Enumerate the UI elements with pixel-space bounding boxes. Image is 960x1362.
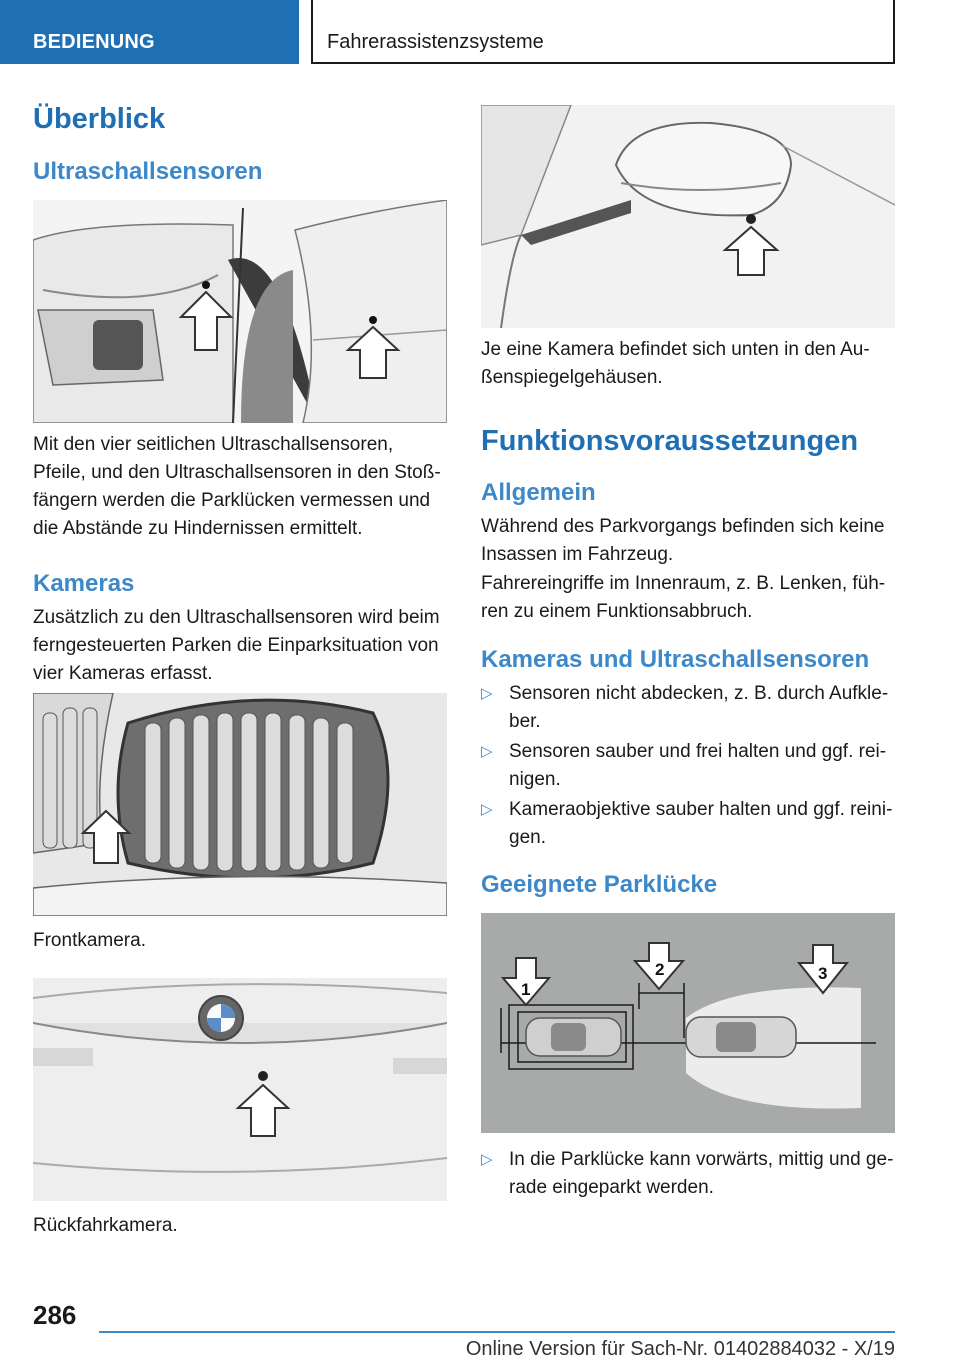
heading-parking-space: Geeignete Parklücke bbox=[481, 871, 718, 898]
rear-camera-figure bbox=[33, 978, 447, 1201]
general-paragraph-2: Fahrereingriffe im Innenraum, z. B. Lenken, füh- ren zu einem Funktionsabbruch. bbox=[481, 573, 886, 622]
topic-title: Fahrerassistenzsysteme bbox=[311, 0, 895, 64]
page-title: Überblick bbox=[33, 103, 166, 135]
ultrasonic-sensors-figure bbox=[33, 200, 447, 423]
cameras-paragraph: Zusätzlich zu den Ultraschallsensoren wird beim ferngesteuerten Parken die Einparksituation von vier Kameras erfasst. bbox=[33, 607, 440, 684]
mirror-camera-paragraph: Je eine Kamera befindet sich unten in den Au- ßenspiegelgehäusen. bbox=[481, 339, 870, 388]
front-camera-caption: Frontkamera. bbox=[33, 930, 146, 951]
diagram-label-2: 2 bbox=[655, 960, 665, 979]
heading-cameras-sensors: Kameras und Ultraschallsensoren bbox=[481, 646, 870, 673]
rear-camera-caption: Rückfahrkamera. bbox=[33, 1215, 178, 1236]
ultrasonic-paragraph: Mit den vier seitlichen Ultraschallsensoren, Pfeile, und den Ultraschallsensoren in den Stoß- fängern werden die Parklücken vermessen und die Abstände zu Hindernissen ermittelt. bbox=[33, 434, 441, 539]
list-item: ▷ Kameraobjektive sauber halten und ggf. reini- gen. bbox=[481, 796, 897, 852]
triangle-right-icon: ▷ bbox=[481, 801, 493, 818]
list-item: ▷ Sensoren nicht abdecken, z. B. durch Aufkle- ber. bbox=[481, 680, 897, 736]
page-number: 286 bbox=[33, 1300, 77, 1330]
triangle-right-icon: ▷ bbox=[481, 743, 493, 760]
parking-space-diagram bbox=[481, 913, 895, 1133]
footer-text: Online Version für Sach-Nr. 01402884032 - X/19 bbox=[465, 1338, 895, 1360]
mirror-camera-figure bbox=[481, 105, 895, 328]
list-item: ▷ In die Parklücke kann vorwärts, mittig und ge- rade eingeparkt werden. bbox=[481, 1146, 897, 1202]
front-camera-figure bbox=[33, 693, 447, 916]
heading-ultrasonic: Ultraschallsensoren bbox=[33, 158, 263, 185]
general-paragraph-1: Während des Parkvorgangs befinden sich keine Insassen im Fahrzeug. bbox=[481, 516, 885, 565]
heading-general: Allgemein bbox=[481, 479, 596, 506]
chapter-tab: BEDIENUNG bbox=[0, 0, 299, 64]
triangle-right-icon: ▷ bbox=[481, 685, 493, 702]
diagram-label-1: 1 bbox=[521, 980, 531, 999]
footer-divider bbox=[99, 1331, 895, 1333]
heading-cameras: Kameras bbox=[33, 570, 135, 597]
list-item: ▷ Sensoren sauber und frei halten und ggf. rei- nigen. bbox=[481, 738, 897, 794]
diagram-label-3: 3 bbox=[818, 964, 828, 983]
triangle-right-icon: ▷ bbox=[481, 1151, 493, 1168]
heading-requirements: Funktionsvoraussetzungen bbox=[481, 425, 859, 457]
